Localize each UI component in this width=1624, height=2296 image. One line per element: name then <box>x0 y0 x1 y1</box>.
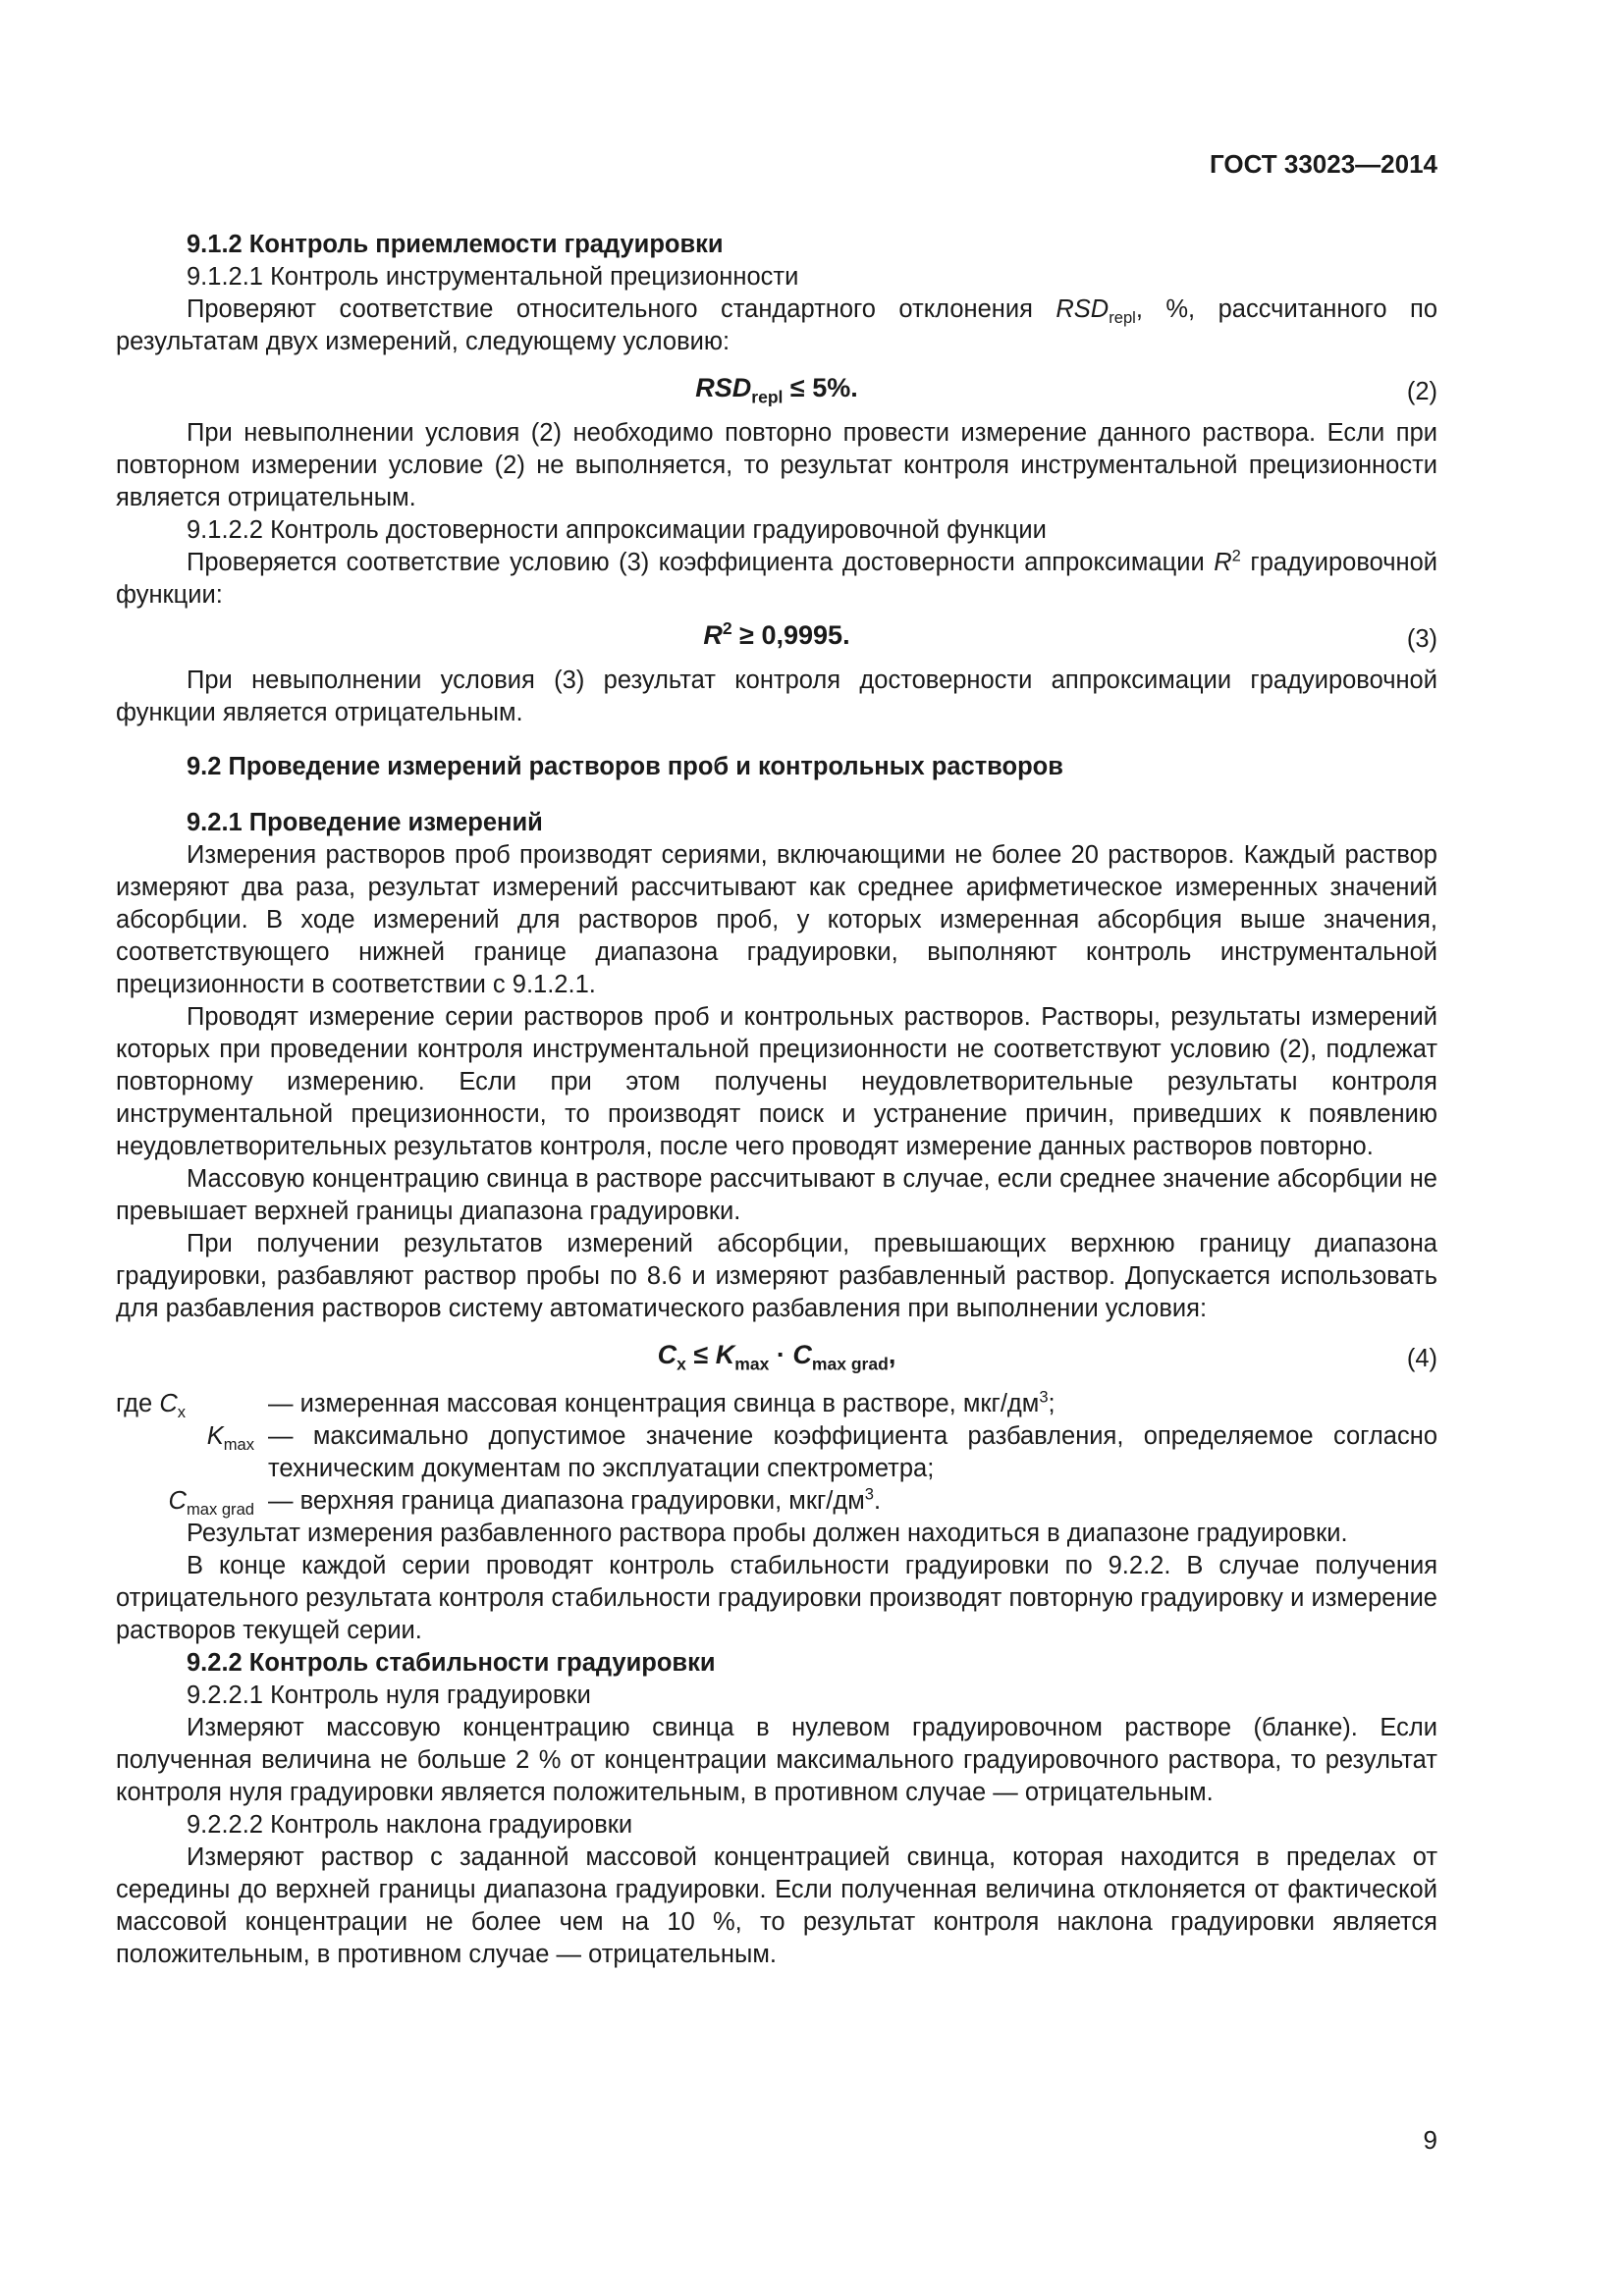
document-page <box>116 0 1437 2296</box>
formula-number: (4) <box>1406 1345 1437 1372</box>
paragraph: В конце каждой серии проводят контроль стабильности градуировки по 9.2.2. В случае получения отрицательного результата контроля стабильности градуировки производят повторную градуировку и измерение растворов текущей серии. <box>116 1552 1437 1644</box>
legend-item: — максимально допустимое значение коэффициента разбавления, определяемое согласно техническим документам по эксплуатации спектрометра; <box>268 1422 1437 1482</box>
variable-legend: где $C_x$ — измеренная массовая концентрация свинца в растворе, мкг/$дм^3$; $K_{max}$ — максимально допустимое значение коэффициента разбавления, определяемое согласно техническим документам по эксплуатации спектрометра; $C_{max grad}$ — верхняя граница диапазона градуировки, мкг/$дм^3$. <box>116 1387 1437 1520</box>
paragraph: Проверяют соответствие относительного стандартного отклонения $RSD_{repl}$, %, рассчитанного по результатам двух измерений, следующему условию: <box>116 295 1438 355</box>
doc-code-header: ГОСТ 33023—2014 <box>1210 149 1437 179</box>
section-heading-9-1-2: 9.1.2 Контроль приемлемости градуировки <box>187 231 724 258</box>
formula-3: $R^2 \ge 0,9995$. (3) <box>116 612 1437 665</box>
paragraph: При невыполнении условия (3) результат контроля достоверности аппроксимации градуировочной функции является отрицательным. <box>116 667 1437 726</box>
legend-item: — измеренная массовая концентрация свинца в растворе, мкг/$дм^3$; <box>268 1387 1056 1417</box>
section-heading-9-2-1: 9.2.1 Проведение измерений <box>187 809 543 836</box>
paragraph: Проводят измерение серии растворов проб и контрольных растворов. Растворы, результаты измерений которых при проведении контроля инструментальной прецизионности не соответствуют условию (2), подлежат повторному измерению. Если при этом получены неудовлетворительные результаты контроля инструментальной прецизионности, то производят поиск и устранение причин, приведших к появлению неудовлетворительных результатов контроля, после чего проводят измерение данных растворов повторно. <box>116 1003 1437 1160</box>
paragraph: Массовую концентрацию свинца в растворе рассчитывают в случае, если среднее значение абсорбции не превышает верхней границы диапазона градуировки. <box>116 1165 1437 1225</box>
paragraph: Результат измерения разбавленного раствора пробы должен находиться в диапазоне градуировки. <box>187 1520 1348 1547</box>
paragraph: При невыполнении условия (2) необходимо повторно провести измерение данного раствора. Если при повторном измерении условие (2) не выполняется, то результат контроля инструментальной прецизионности является отрицательным. <box>116 419 1437 511</box>
paragraph: При получении результатов измерений абсорбции, превышающих верхнюю границу диапазона градуировки, разбавляют раствор пробы по 8.6 и измеряют разбавленный раствор. Допускается использовать для разбавления растворов систему автоматического разбавления при выполнении условия: <box>116 1230 1437 1322</box>
subsection-heading-9-2-2-2: 9.2.2.2 Контроль наклона градуировки <box>187 1811 633 1839</box>
paragraph: Измеряют массовую концентрацию свинца в нулевом градуировочном растворе (бланке). Если полученная величина не больше 2 % от концентрации максимального градуировочного раствора, то результат контроля нуля градуировки является положительным, в противном случае — отрицательным. <box>116 1714 1437 1806</box>
formula-number: (3) <box>1406 625 1437 653</box>
legend-item: — верхняя граница диапазона градуировки, мкг/$дм^3$. <box>268 1484 882 1515</box>
where-label: где <box>116 1390 153 1417</box>
subsection-heading-9-1-2-1: 9.1.2.1 Контроль инструментальной прецизионности <box>187 263 799 291</box>
page-number: 9 <box>1423 2125 1437 2155</box>
formula-number: (2) <box>1406 378 1437 405</box>
formula-2: $RSD_{repl} \le 5\%$. (2) <box>695 373 1437 407</box>
formula-4: $C_x \le K_{max} \cdot C_{max grad}$, (4) <box>657 1340 1437 1374</box>
paragraph: Измеряют раствор с заданной массовой концентрацией свинца, которая находится в пределах от середины до верхней границы диапазона градуировки. Если полученная величина отклоняется от фактической массовой концентрации не более чем на 10 %, то результат контроля наклона градуировки является положительным, в противном случае — отрицательным. <box>116 1843 1437 1968</box>
document-body <box>116 229 1437 1971</box>
subsection-heading-9-2-2-1: 9.2.2.1 Контроль нуля градуировки <box>187 1682 591 1709</box>
subsection-heading-9-1-2-2: 9.1.2.2 Контроль достоверности аппроксимации градуировочной функции <box>187 516 1047 544</box>
section-heading-9-2: 9.2 Проведение измерений растворов проб и контрольных растворов <box>187 753 1063 780</box>
paragraph: Измерения растворов проб производят сериями, включающими не более 20 растворов. Каждый раствор измеряют два раза, результат измерений рассчитывают как среднее арифметическое измеренных значений абсорбции. В ходе измерений для растворов проб, у которых измеренная абсорбция выше значения, соответствующего нижней границе диапазона градуировки, выполняют контроль инструментальной прецизионности в соответствии с 9.1.2.1. <box>116 841 1437 998</box>
section-heading-9-2-2: 9.2.2 Контроль стабильности градуировки <box>187 1649 716 1677</box>
paragraph: Проверяется соответствие условию (3) коэффициента достоверности аппроксимации $R^2$ градуировочной функции: <box>116 546 1437 609</box>
